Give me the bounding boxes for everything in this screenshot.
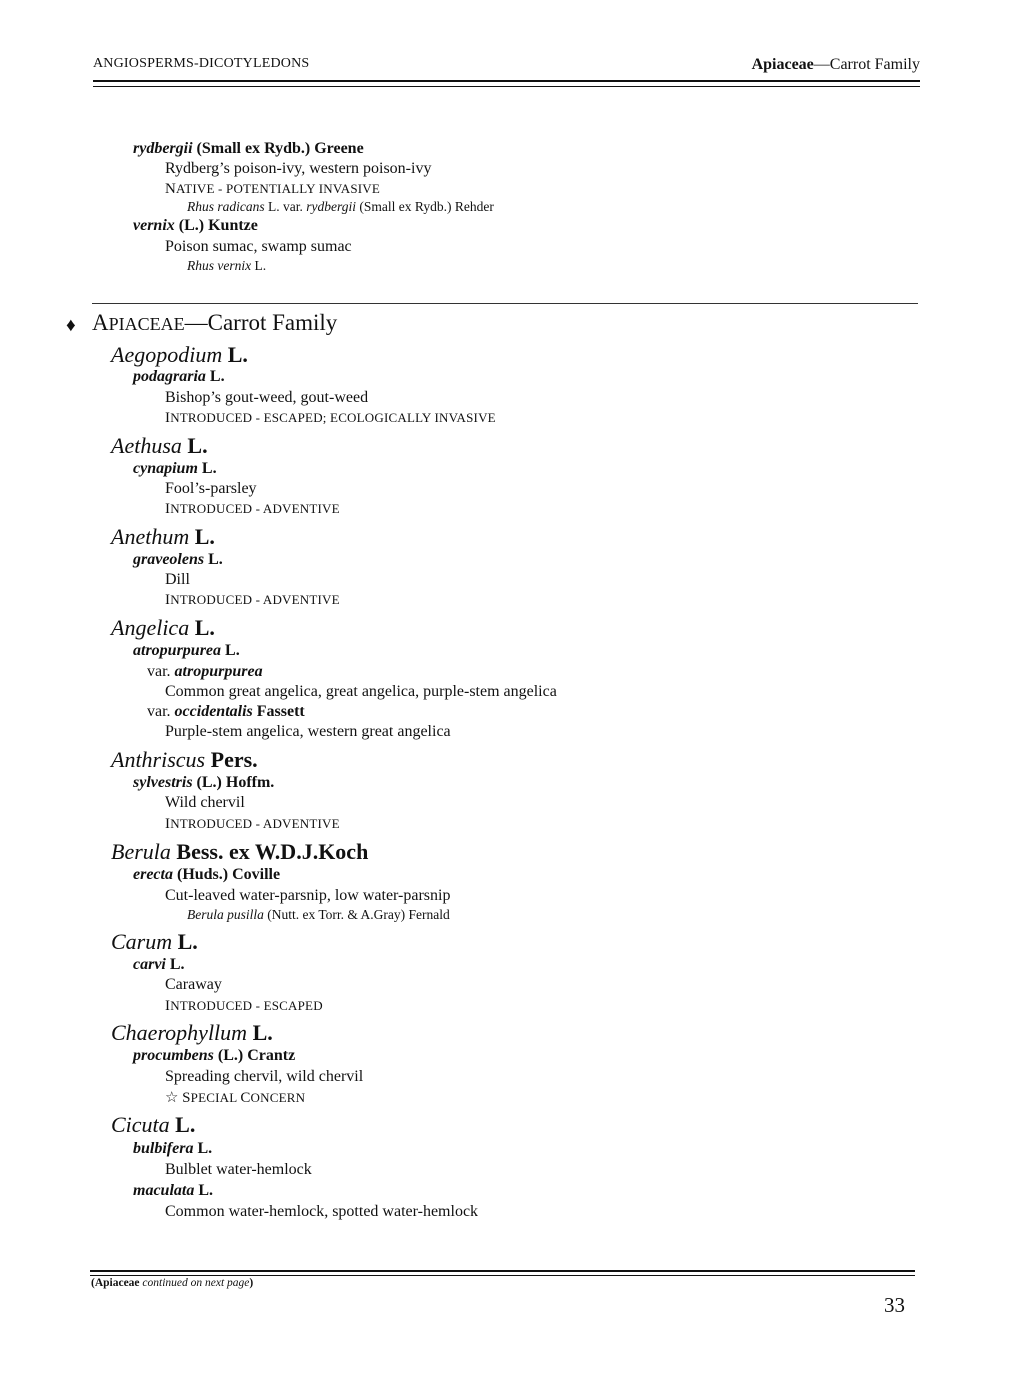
- footer-rule: [90, 1270, 915, 1276]
- header-rule: [93, 80, 920, 87]
- header-family-rest: —Carrot Family: [813, 56, 920, 73]
- status-label: INTRODUCED - ESCAPED; ECOLOGICALLY INVASIVE: [165, 410, 496, 426]
- genus-anthriscus: Anthriscus Pers.: [111, 747, 258, 772]
- genus-cicuta: Cicuta L.: [111, 1112, 196, 1137]
- diamond-icon: ♦: [66, 315, 76, 336]
- species: maculata L.: [133, 1182, 214, 1199]
- status-label: INTRODUCED - ADVENTIVE: [165, 501, 340, 517]
- header-family: Apiaceae: [751, 56, 814, 73]
- genus-berula: Berula Bess. ex W.D.J.Koch: [111, 839, 369, 864]
- common-name: Rydberg’s poison-ivy, western poison-ivy: [165, 160, 432, 177]
- status-label: INTRODUCED - ADVENTIVE: [165, 592, 340, 608]
- species: procumbens (L.) Crantz: [133, 1047, 296, 1064]
- genus-carum: Carum L.: [111, 929, 198, 954]
- continued-note: (Apiaceae continued on next page): [91, 1277, 254, 1289]
- section-divider: [92, 303, 918, 304]
- synonym: Rhus radicans L. var. rydbergii (Small ex Rydb.) Rehder: [187, 199, 494, 214]
- common-name: Poison sumac, swamp sumac: [165, 238, 352, 255]
- synonym: Rhus vernix L.: [187, 258, 267, 273]
- variety: var. atropurpurea: [147, 663, 263, 680]
- family-heading: APIACEAE—Carrot Family: [92, 310, 338, 335]
- common-name: Caraway: [165, 976, 222, 993]
- genus-angelica: Angelica L.: [111, 615, 215, 640]
- common-name: Cut-leaved water-parsnip, low water-parsnip: [165, 887, 451, 904]
- genus-chaerophyllum: Chaerophyllum L.: [111, 1020, 273, 1045]
- common-name: Wild chervil: [165, 794, 245, 811]
- common-name: Bishop’s gout-weed, gout-weed: [165, 389, 369, 406]
- genus-aegopodium: Aegopodium L.: [111, 342, 248, 367]
- status-label: ☆ SPECIAL CONCERN: [165, 1090, 306, 1106]
- common-name: Fool’s-parsley: [165, 480, 257, 497]
- species: carvi L.: [133, 956, 185, 973]
- genus-aethusa: Aethusa L.: [111, 433, 208, 458]
- species-vernix: vernix (L.) Kuntze: [133, 217, 258, 234]
- running-header-left: ANGIOSPERMS-DICOTYLEDONS: [93, 56, 310, 71]
- variety: var. occidentalis Fassett: [147, 703, 305, 720]
- species: bulbifera L.: [133, 1140, 213, 1157]
- species: graveolens L.: [133, 551, 223, 568]
- genus-anethum: Anethum L.: [111, 524, 215, 549]
- species-rydbergii: rydbergii (Small ex Rydb.) Greene: [133, 140, 364, 157]
- status-label: INTRODUCED - ADVENTIVE: [165, 816, 340, 832]
- status-label: INTRODUCED - ESCAPED: [165, 998, 323, 1014]
- common-name: Dill: [165, 571, 190, 588]
- running-header-right: [752, 56, 920, 74]
- common-name: Common great angelica, great angelica, purple-stem angelica: [165, 683, 557, 700]
- species: erecta (Huds.) Coville: [133, 866, 281, 883]
- common-name: Bulblet water-hemlock: [165, 1161, 312, 1178]
- species: cynapium L.: [133, 460, 217, 477]
- star-icon: ☆: [165, 1090, 179, 1106]
- common-name: Common water-hemlock, spotted water-hemlock: [165, 1203, 479, 1220]
- common-name: Purple-stem angelica, western great angelica: [165, 723, 451, 740]
- status-label: NATIVE - POTENTIALLY INVASIVE: [165, 181, 381, 197]
- species: sylvestris (L.) Hoffm.: [133, 774, 275, 791]
- species: podagraria L.: [133, 368, 225, 385]
- species: atropurpurea L.: [133, 642, 240, 659]
- page-number: 33: [884, 1293, 905, 1317]
- synonym: Berula pusilla (Nutt. ex Torr. & A.Gray) Fernald: [187, 907, 450, 922]
- common-name: Spreading chervil, wild chervil: [165, 1068, 364, 1085]
